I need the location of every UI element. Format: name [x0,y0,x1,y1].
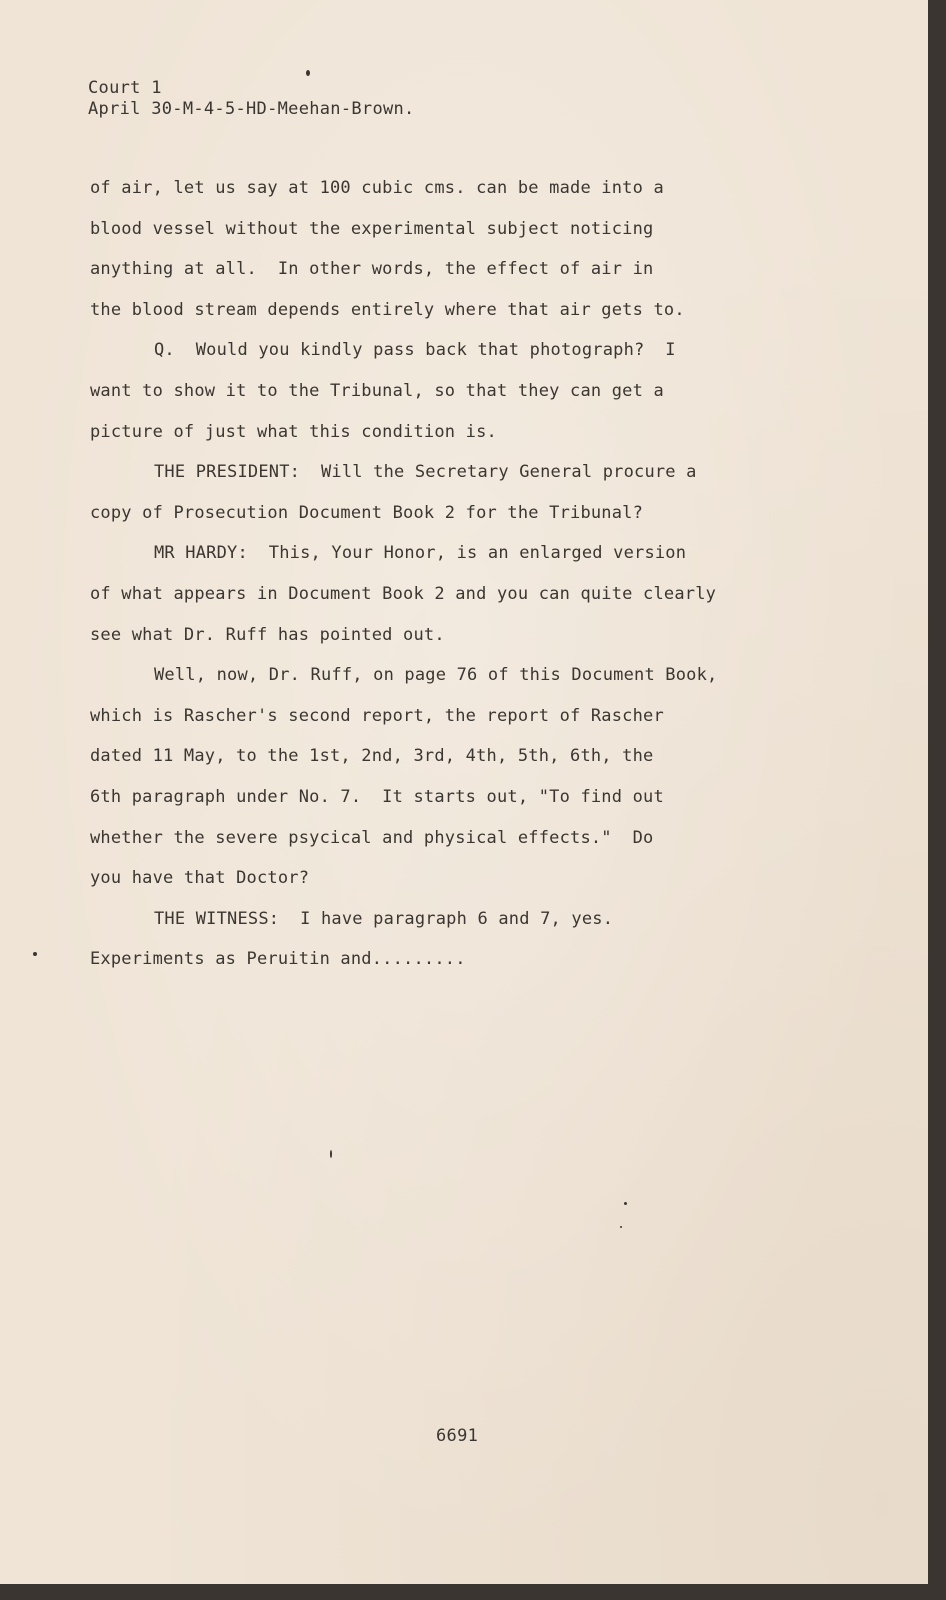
transcript-line: Experiments as Peruitin and......... [90,949,466,970]
transcript-line: Q. Would you kindly pass back that photograph? I [154,340,676,361]
ink-speck [33,952,37,956]
transcript-line: whether the severe psycical and physical effects." Do [90,827,654,848]
transcript-body [90,176,850,988]
ink-speck [620,1226,622,1228]
transcript-line: MR HARDY: This, Your Honor, is an enlarged version [154,543,687,564]
transcript-line: want to show it to the Tribunal, so that they can get a [90,380,664,401]
session-label: April 30-M-4-5-HD-Meehan-Brown. [88,99,415,119]
transcript-line: blood vessel without the experimental subject noticing [90,218,654,239]
transcript-line: the blood stream depends entirely where that air gets to. [90,299,685,320]
transcript-line: copy of Prosecution Document Book 2 for the Tribunal? [90,502,644,523]
transcript-line: Well, now, Dr. Ruff, on page 76 of this Document Book, [154,665,718,686]
page-number: 6691 [436,1426,479,1446]
transcript-line: of air, let us say at 100 cubic cms. can be made into a [90,178,664,198]
transcript-line: THE WITNESS: I have paragraph 6 and 7, yes. [154,908,614,929]
ink-speck [330,1150,332,1158]
ink-speck [306,70,310,76]
transcript-line: picture of just what this condition is. [90,421,497,442]
transcript-line: you have that Doctor? [90,868,310,889]
transcript-line: of what appears in Document Book 2 and you can quite clearly [90,583,717,604]
ink-speck [624,1202,627,1205]
transcript-line: THE PRESIDENT: Will the Secretary General procure a [154,462,697,483]
transcript-line: anything at all. In other words, the effect of air in [90,259,654,280]
transcript-line: dated 11 May, to the 1st, 2nd, 3rd, 4th, 5th, 6th, the [90,746,654,767]
transcript-line: which is Rascher's second report, the report of Rascher [90,705,664,726]
court-label: Court 1 [88,78,162,98]
transcript-line: 6th paragraph under No. 7. It starts out, "To find out [90,786,664,807]
transcript-line: see what Dr. Ruff has pointed out. [90,624,445,645]
